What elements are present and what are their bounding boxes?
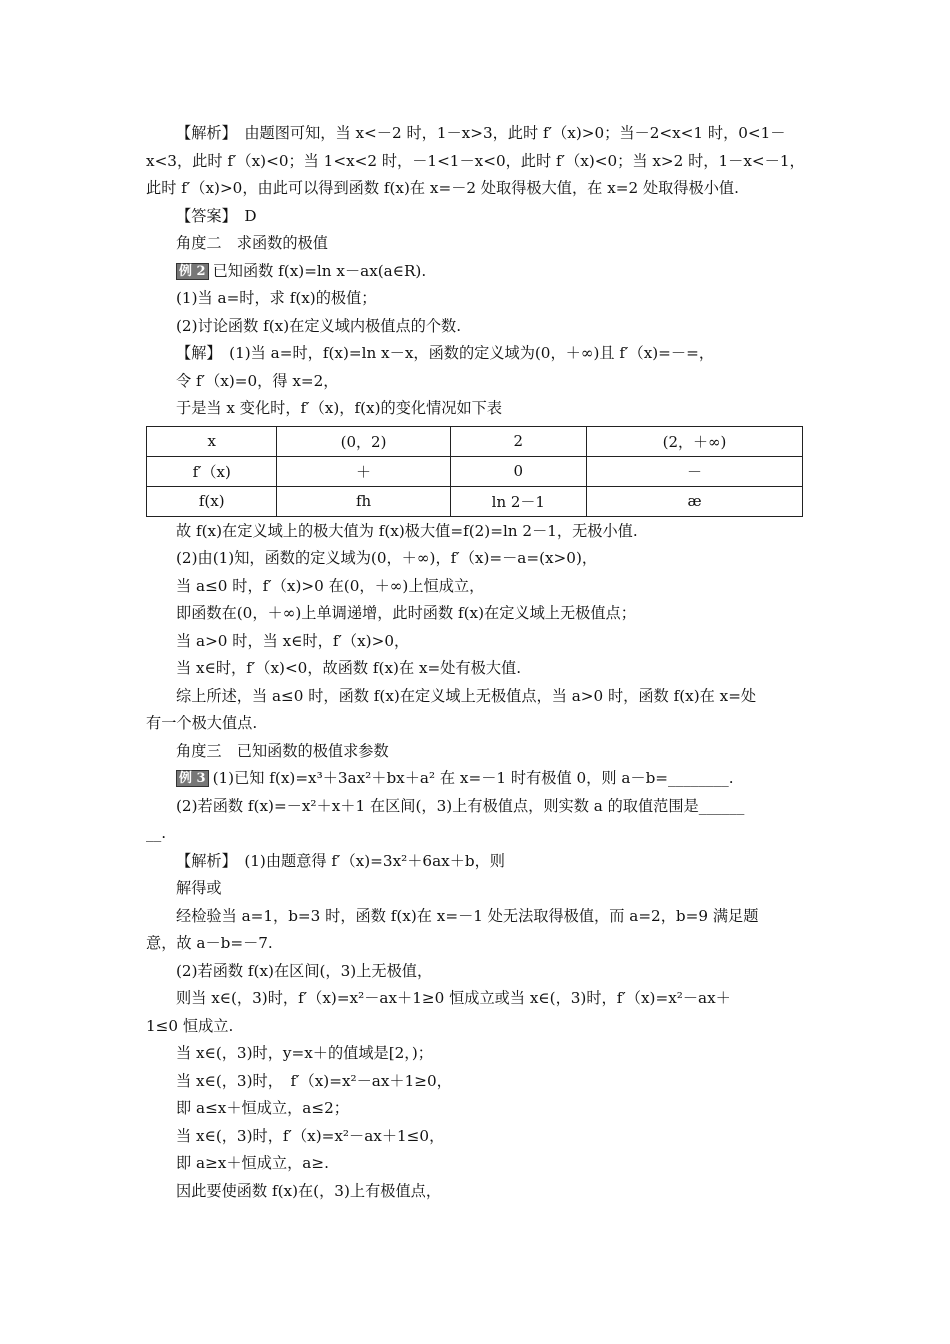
table-cell: æ xyxy=(586,486,802,516)
text-line: (1)当 a=时，求 f(x)的极值； xyxy=(176,289,377,307)
text-line: 即函数在(0，＋∞)上单调递增，此时函数 f(x)在定义域上无极值点； xyxy=(176,604,636,622)
text-line: 因此要使函数 f(x)在(，3)上有极值点， xyxy=(176,1181,442,1200)
text-line: 角度三 已知函数的极值求参数 xyxy=(176,741,389,760)
example-2-text: 已知函数 f(x)=ln x－ax(a∈R). xyxy=(212,261,427,280)
text-line: 当 a>0 时，当 x∈时，f′（x)>0， xyxy=(176,631,410,650)
text-line: 经检验当 a=1，b=3 时，函数 f(x)在 x=－1 处无法取得极值，而 a=2，b=9 满足题 xyxy=(176,906,759,925)
text-line: 角度二 求函数的极值 xyxy=(176,234,328,252)
text-line: 解得或 xyxy=(176,879,222,897)
table-cell: 0 xyxy=(450,456,586,486)
text-line: 即 a≥x＋恒成立，a≥. xyxy=(176,1154,329,1172)
text-line: 则当 x∈(，3)时，f′（x)=x²－ax＋1≥0 恒成立或当 x∈(，3)时，f′（x)=x²－ax＋ xyxy=(176,989,731,1007)
table-row xyxy=(147,486,803,516)
text-line: 1≤0 恒成立. xyxy=(146,1016,234,1035)
table-cell: f(x) xyxy=(147,486,277,516)
table-cell: 2 xyxy=(450,426,586,456)
solution-block-1 xyxy=(146,120,806,258)
example-3-text: (1)已知 f(x)=x³＋3ax²＋bx＋a² 在 x=－1 时有极值 0，则 a－b=________. xyxy=(212,769,734,787)
text-line: 当 x∈(，3)时，f′（x)=x²－ax＋1≤0， xyxy=(176,1126,445,1145)
text-line: 故 f(x)在定义域上的极大值为 f(x)极大值=f(2)=ln 2－1，无极小值. xyxy=(176,521,638,540)
example-2-heading xyxy=(146,258,806,286)
table-row xyxy=(147,426,803,456)
solution-block-4 xyxy=(146,793,806,1206)
text-line: 【解】 (1)当 a=时，f(x)=ln x－x，函数的定义域为(0，＋∞)且 f′（x)=－=， xyxy=(176,344,715,362)
text-line: 当 a≤0 时，f′（x)>0 在(0，＋∞)上恒成立， xyxy=(176,576,485,595)
example-badge: 例 3 xyxy=(176,770,209,787)
document-page xyxy=(146,120,806,1205)
text-line: x<3，此时 f′（x)<0；当 1<x<2 时，－1<1－x<0，此时 f′（x)<0；当 x>2 时，1－x<－1， xyxy=(146,151,805,170)
table-cell: ln 2－1 xyxy=(450,486,586,516)
solution-block-3 xyxy=(146,518,806,766)
text-line: (2)若函数 f(x)=－x²＋x＋1 在区间(，3)上有极值点，则实数 a 的取值范围是______ xyxy=(176,796,745,815)
example-badge: 例 2 xyxy=(176,263,209,280)
text-line: (2)若函数 f(x)在区间(，3)上无极值， xyxy=(176,961,433,980)
text-line: __. xyxy=(146,824,167,842)
table-row xyxy=(147,456,803,486)
text-line: 有一个极大值点. xyxy=(146,714,258,732)
solution-block-2 xyxy=(146,285,806,423)
text-line: 综上所述，当 a≤0 时，函数 f(x)在定义域上无极值点，当 a>0 时，函数 f(x)在 x=处 xyxy=(176,686,757,705)
text-line: 【答案】 D xyxy=(176,206,257,225)
table-cell: f′（x) xyxy=(147,456,277,486)
text-line: 当 x∈时，f′（x)<0，故函数 f(x)在 x=处有极大值. xyxy=(176,659,522,677)
text-line: 【解析】 由题图可知，当 x<－2 时，1－x>3，此时 f′（x)>0；当－2<x<1 时，0<1－ xyxy=(176,124,786,142)
text-line: 当 x∈(，3)时， f′（x)=x²－ax＋1≥0， xyxy=(176,1071,452,1090)
text-line: 于是当 x 变化时，f′（x)，f(x)的变化情况如下表 xyxy=(176,399,503,417)
text-line: (2)由(1)知，函数的定义域为(0，＋∞)，f′（x)=－a=(x>0)， xyxy=(176,549,598,567)
text-line: 当 x∈(，3)时，y=x＋的值域是[2，)； xyxy=(176,1044,433,1062)
text-line: 即 a≤x＋恒成立，a≤2； xyxy=(176,1099,349,1117)
table-cell: － xyxy=(586,456,802,486)
table-cell: (2，＋∞) xyxy=(586,426,802,456)
text-line: (2)讨论函数 f(x)在定义域内极值点的个数. xyxy=(176,316,462,335)
variation-table xyxy=(146,426,803,517)
table-cell: (0，2) xyxy=(277,426,450,456)
text-line: 令 f′（x)=0，得 x=2， xyxy=(176,371,339,390)
text-line: 此时 f′（x)>0，由此可以得到函数 f(x)在 x=－2 处取得极大值，在 x=2 处取得极小值. xyxy=(146,179,739,197)
text-line: 意，故 a－b=－7. xyxy=(146,934,273,952)
text-line: 【解析】 (1)由题意得 f′（x)=3x²＋6ax＋b，则 xyxy=(176,851,505,870)
table-cell: x xyxy=(147,426,277,456)
table-cell: fh xyxy=(277,486,450,516)
example-3-heading xyxy=(146,765,806,793)
table-cell: ＋ xyxy=(277,456,450,486)
